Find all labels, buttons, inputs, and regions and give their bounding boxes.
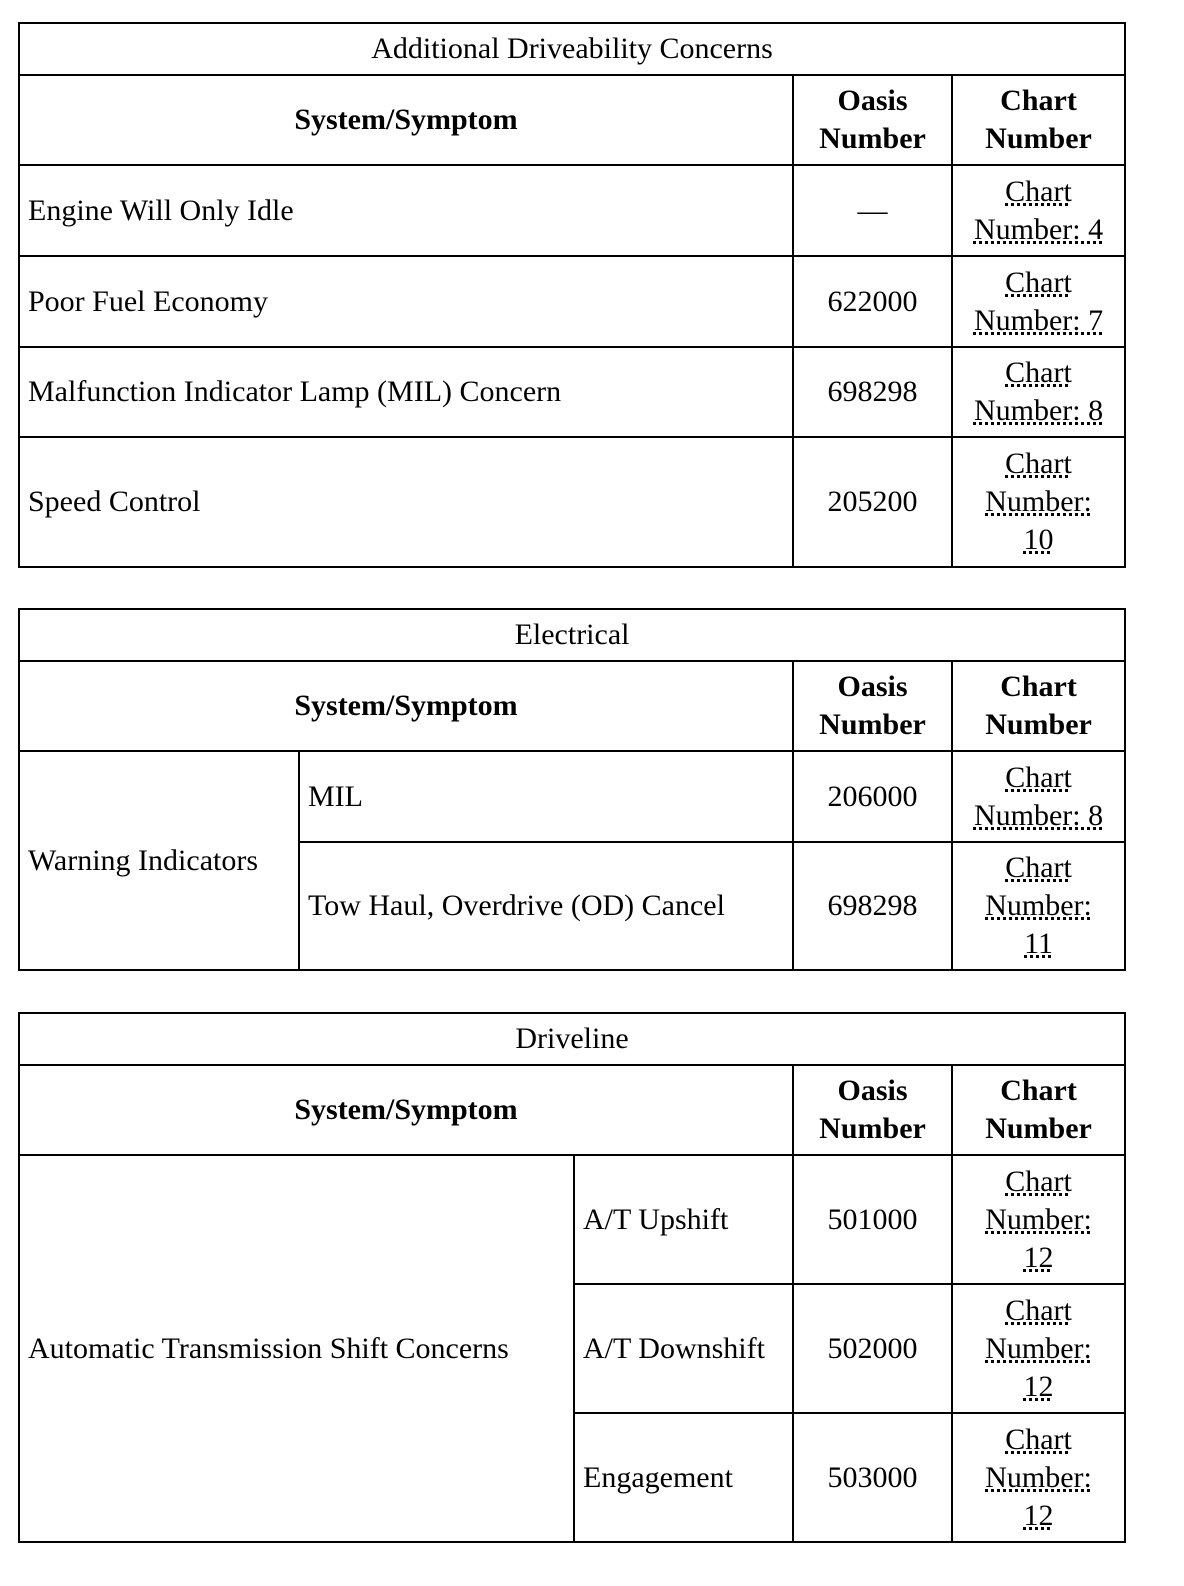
oasis-cell: 698298 <box>793 842 952 970</box>
symptom-cell: Poor Fuel Economy <box>19 256 793 347</box>
oasis-cell: 501000 <box>793 1155 952 1284</box>
header-system-symptom: System/Symptom <box>19 1065 793 1155</box>
symptom-cell: Engagement <box>574 1413 793 1542</box>
symptom-cell: Engine Will Only Idle <box>19 165 793 256</box>
table-title: Additional Driveability Concerns <box>19 23 1125 75</box>
chart-cell <box>952 437 1125 567</box>
chart-link[interactable]: Chart Number: 4 <box>973 174 1104 246</box>
table-row <box>19 751 1125 842</box>
chart-cell <box>952 1155 1125 1284</box>
table-row <box>19 165 1125 256</box>
header-chart-number: Chart Number <box>952 1065 1125 1155</box>
oasis-cell: 205200 <box>793 437 952 567</box>
oasis-cell: 503000 <box>793 1413 952 1542</box>
group-cell: Automatic Transmission Shift Concerns <box>19 1155 574 1542</box>
chart-link[interactable]: Chart Number: 12 <box>985 1422 1092 1532</box>
symptom-cell: A/T Upshift <box>574 1155 793 1284</box>
oasis-cell: 622000 <box>793 256 952 347</box>
chart-link[interactable]: Chart Number: 7 <box>973 265 1104 337</box>
symptom-cell: A/T Downshift <box>574 1284 793 1413</box>
chart-cell <box>952 751 1125 842</box>
header-chart-number: Chart Number <box>952 661 1125 751</box>
driveability-table <box>18 22 1126 568</box>
chart-link[interactable]: Chart Number: 11 <box>985 851 1092 960</box>
chart-link[interactable]: Chart Number: 8 <box>973 356 1104 427</box>
header-system-symptom: System/Symptom <box>19 75 793 165</box>
chart-link[interactable]: Chart Number: 8 <box>973 760 1104 832</box>
driveline-table <box>18 1012 1126 1543</box>
oasis-cell: 206000 <box>793 751 952 842</box>
chart-link[interactable]: Chart Number: 12 <box>985 1293 1092 1403</box>
symptom-cell: Malfunction Indicator Lamp (MIL) Concern <box>19 347 793 437</box>
symptom-cell: Speed Control <box>19 437 793 567</box>
table-title: Driveline <box>19 1013 1125 1065</box>
header-oasis-number: Oasis Number <box>793 75 952 165</box>
chart-link[interactable]: Chart Number: 10 <box>985 447 1092 556</box>
table-row <box>19 1155 1125 1284</box>
header-system-symptom: System/Symptom <box>19 661 793 751</box>
oasis-cell: — <box>793 165 952 256</box>
table-row <box>19 256 1125 347</box>
header-oasis-number: Oasis Number <box>793 661 952 751</box>
symptom-cell: MIL <box>299 751 793 842</box>
chart-cell <box>952 842 1125 970</box>
chart-cell <box>952 165 1125 256</box>
table-row <box>19 437 1125 567</box>
group-cell: Warning Indicators <box>19 751 299 970</box>
chart-cell <box>952 1413 1125 1542</box>
header-chart-number: Chart Number <box>952 75 1125 165</box>
symptom-cell: Tow Haul, Overdrive (OD) Cancel <box>299 842 793 970</box>
chart-cell <box>952 256 1125 347</box>
chart-link[interactable]: Chart Number: 12 <box>985 1164 1092 1274</box>
oasis-cell: 502000 <box>793 1284 952 1413</box>
chart-cell <box>952 1284 1125 1413</box>
table-title: Electrical <box>19 609 1125 661</box>
chart-cell <box>952 347 1125 437</box>
oasis-cell: 698298 <box>793 347 952 437</box>
table-row <box>19 347 1125 437</box>
electrical-table <box>18 608 1126 971</box>
header-oasis-number: Oasis Number <box>793 1065 952 1155</box>
